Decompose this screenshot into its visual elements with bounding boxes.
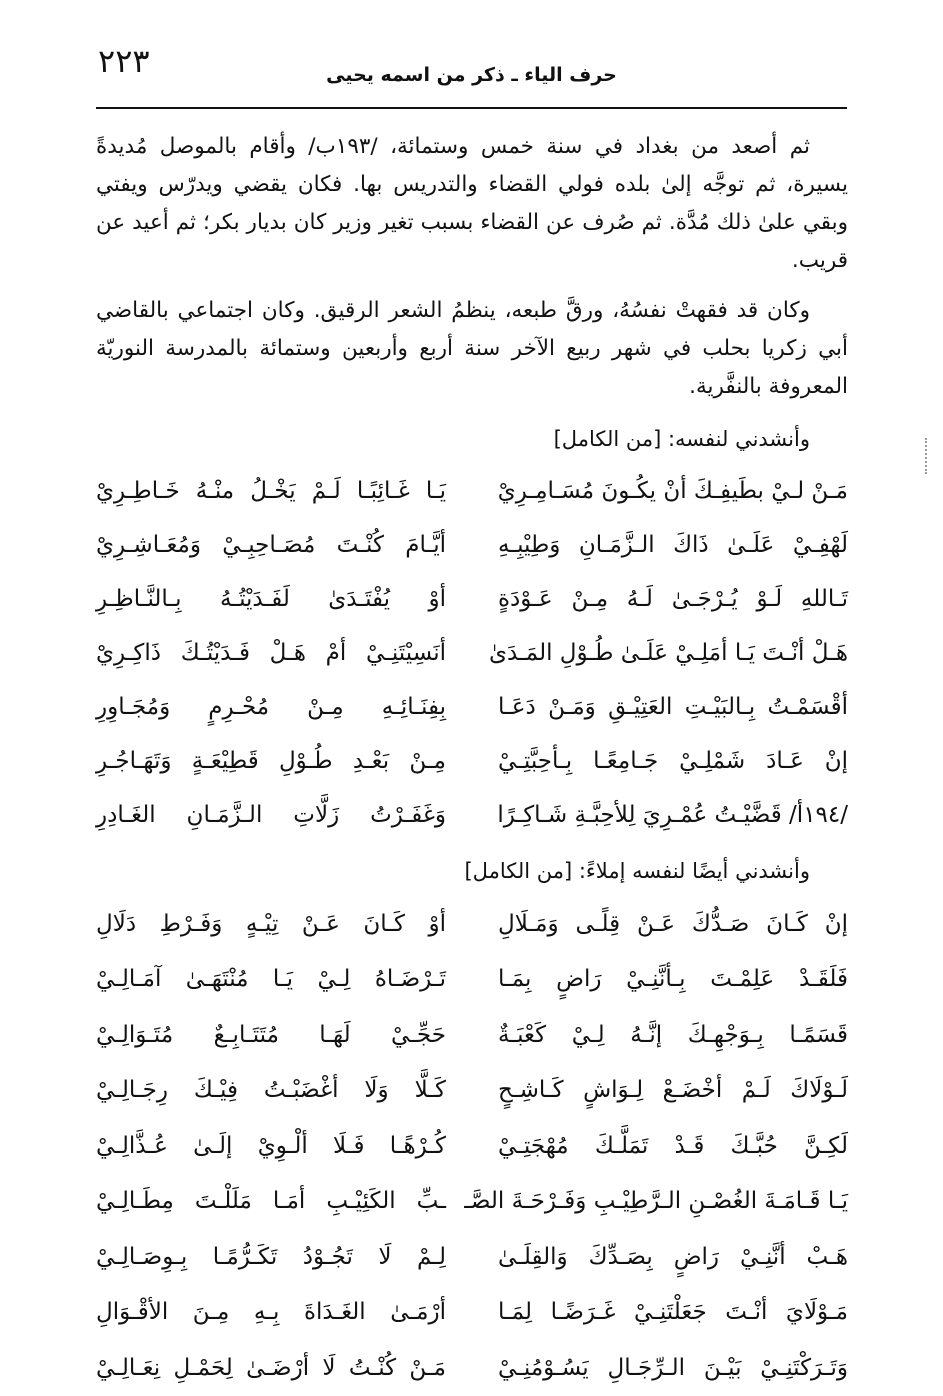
hemistich-first: تَـاللهِ لَـوْ يُـرْجَـىٰ لَـهُ مِـنْ عَـوْدَةٍ [498,586,848,612]
verse-line [96,788,848,842]
hemistich-first: /١٩٤أ/ قَضَّيْـتُ عُمْـرِيَ لِلأحِبَّـةِ شَـاكِـرًا [497,802,848,828]
hemistich-first: هَـلْ أنْـتَ يَـا أمَلِـيْ عَلَـىٰ طُـوْلِ المَـدَىٰ [488,640,848,666]
verse-line [96,734,848,788]
verse-line [96,1063,848,1119]
hemistich-second: أرْمَـىٰ الغَـدَاةَ بِـهِ مِـنَ الأقْـوَالِ [96,1299,446,1326]
header-rule [96,107,847,109]
hemistich-first: فَلَقَـدْ عَلِمْـتَ بِـأنَّنِـيْ رَاضٍ بِمَـا [498,966,848,993]
paragraph [96,292,848,406]
poem-intro: وأنشدني لنفسه: [من الكامل] [553,427,810,451]
paragraph-text: وكان قد فقهتْ نفسُهُ، ورقَّ طبعه، ينظمُ الشعر الرقيق. وكان اجتماعي بالقاضي أبي زكريا بحلب في شهر ربيع الآخر سنة أربع وأربعين وستمائة بالمدرسة النوريّة المعروفة بالنفَّرية. [96,298,848,399]
hemistich-first: لَكِـنَّ حُبَّـكَ قَـدْ تَمَلَّـكَ مُهْجَتِـيْ [498,1132,848,1159]
hemistich-first: قَسَمًـا بِـوَجْهِـكَ إنَّـهُ لِـيْ كَعْبَـةٌ [498,1021,848,1048]
poem-1 [96,420,848,842]
hemistich-first: إنْ كَـانَ صَـدُّكَ عَـنْ قِلًـى وَمَـلَالِ [498,910,848,937]
hemistich-second: مِـنْ بَعْـدِ طُـوْلِ قَطِيْعَـةٍ وَتَهَـاجُـرِ [96,748,446,774]
hemistich-second: مَـنْ كُنْـتُ لَا أرْضَـىٰ لِحَمْـلِ نِعَـالِـيْ [96,1354,446,1381]
verse-line [96,464,848,518]
page-number: ٢٢٣ [98,42,150,80]
verse-list [96,896,848,1396]
hemistich-second: أنَسِيْتَنِـيْ أمْ هَـلْ فَـدَيْتُـكَ ذَاكِـرِيْ [96,640,446,666]
verse-line [96,518,848,572]
hemistich-second: ـبِّ الكَئِيْـبِ أمَـا مَلَلْـتَ مِطَـالِـيْ [96,1188,446,1215]
hemistich-first: أقْسَمْـتُ بِـالبَيْـتِ العَتِيْـقِ وَمَـنْ دَعَـا [498,694,848,720]
hemistich-second: أوْ كَـانَ عَـنْ تِيْـهٍ وَفَـرْطِ دَلَالِ [96,910,446,937]
hemistich-second: أيَّـامَ كُنْـتَ مُصَـاحِبِـيْ وَمُعَـاشِـرِيْ [96,532,446,558]
paragraph [96,128,848,280]
running-head: حرف الياء ـ ذكر من اسمه يحيى [326,64,617,86]
verse-line [96,1174,848,1230]
hemistich-first: هَـبْ أنَّنِـيْ رَاضٍ بِصَـدِّكَ وَالقِلَـىٰ [498,1243,848,1270]
hemistich-second: حَجِّـيْ لَهَـا مُتَتَـابِـعٌ مُتَـوَالِـيْ [96,1021,446,1048]
verse-line [96,572,848,626]
hemistich-first: يَـا قَـامَـةَ الغُصْـنِ الـرَّطِيْـبِ وَفَـرْحَـةَ الصَّـ [464,1188,848,1215]
poem-2 [96,852,848,1396]
verse-line [96,626,848,680]
verse-line [96,1285,848,1341]
page-body [96,128,848,1396]
hemistich-second: كُـرْهًـا فَـلَا ألْـوِيْ إلَـىٰ عُـذَّالِـيْ [96,1132,446,1159]
hemistich-second: لِـمْ لَا تَجُـوْدُ تَكَـرُّمًـا بِـوِصَـالِـيْ [96,1243,446,1270]
verse-line [96,1118,848,1174]
hemistich-second: تَـرْضَـاهُ لِـيْ يَـا مُنْتَهَـىٰ آمَـالِـيْ [96,966,446,993]
hemistich-first: وَتَـرَكْتَنِـيْ بَيْـنَ الـرِّجَـالِ يَسُـوْمُنِـيْ [498,1354,848,1381]
hemistich-second: بِفِنَـائِـهِ مِـنْ مُحْـرِمٍ وَمُجَـاوِرِ [96,694,446,720]
verse-list [96,464,848,842]
verse-line [96,952,848,1008]
hemistich-first: مَـنْ لـيْ بطَيفِـكَ أنْ يكُـونَ مُسَـامِـرِيْ [497,478,848,504]
hemistich-second: أوْ يُفْتَـدَىٰ لَفَـدَيْتُـهُ بِـالنَّـاظِـرِ [96,586,446,612]
verse-line [96,680,848,734]
hemistich-first: مَـوْلَايَ أنْـتَ جَعَلْتَنِـيْ غَـرَضًـا لِمَـا [498,1299,848,1326]
verse-line [96,1007,848,1063]
hemistich-second: يَـا غَـائِبًـا لَـمْ يَخْـلُ منْـهُ خَـاطِـرِيْ [96,478,446,504]
page-header [0,0,943,112]
scan-edge-speck [925,438,941,474]
verse-line [96,1340,848,1396]
hemistich-first: لَهْفِـيْ عَلَـىٰ ذَاكَ الـزَّمَـانِ وَطِيْبِـهِ [498,532,848,558]
hemistich-second: وَغَفَـرْتُ زَلَّاتِ الـزَّمَـانِ الغَـادِرِ [96,802,446,828]
paragraph-text: ثم أصعد من بغداد في سنة خمس وستمائة، /١٩٣ب/ وأقام بالموصل مُديدةً يسيرة، ثم توجَّه إلىٰ بلده فولي القضاء والتدريس بها. فكان يقضي ويدرّس ويفتي وبقي علىٰ ذلك مُدَّة. ثم صُرف عن القضاء بسبب تغير وزير كان بديار بكر؛ ثم أعيد عن قريب. [96,134,848,273]
poem-intro: وأنشدني أيضًا لنفسه إملاءً: [من الكامل] [464,859,810,883]
verse-line [96,896,848,952]
hemistich-second: كَـلَّا وَلَا أغْضَبْـتُ فِيْـكَ رِجَـالِـيْ [96,1077,446,1104]
hemistich-first: لَـوْلَاكَ لَـمْ أخْضَـعْ لِـوَاشٍ كَـاشِـحٍ [498,1077,848,1104]
hemistich-first: إنْ عَـادَ شَمْلِـيْ جَـامِعًـا بِـأحِبَّتِـيْ [498,748,848,774]
verse-line [96,1229,848,1285]
